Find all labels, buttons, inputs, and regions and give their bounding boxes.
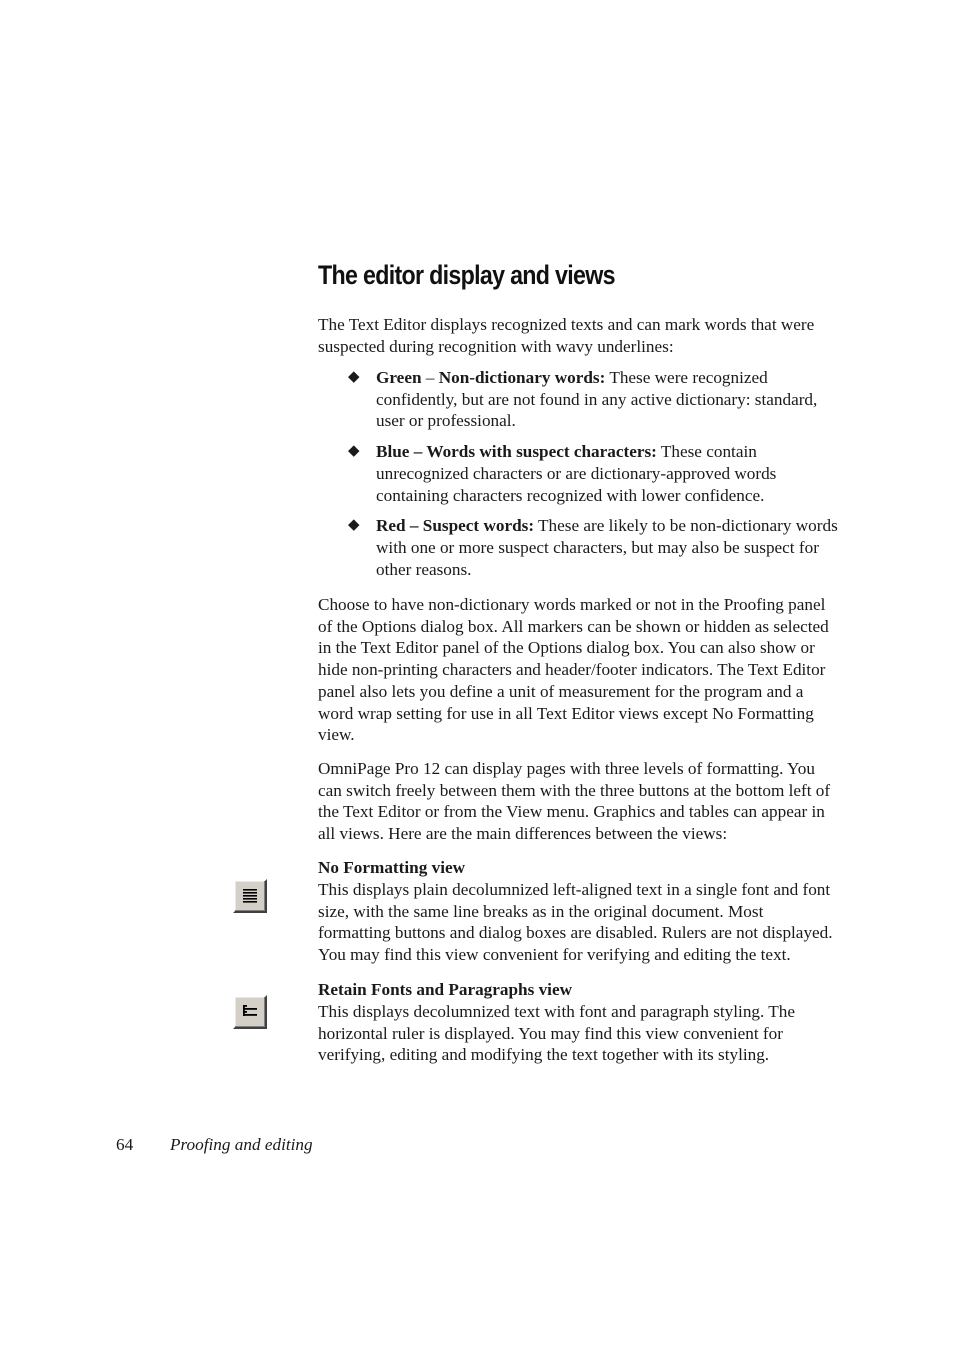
options-paragraph: Choose to have non-dictionary words marked or not in the Proofing panel of the Options dialog box. All markers can be shown or hidden as selected in the Text Editor panel of the Options dialog box. You can also show or hide non-printing characters and header/footer indicators. The Text Editor panel also lets you define a unit of measurement for the program and a word wrap setting for use in all Text Editor views except No Formatting view.: [318, 595, 829, 745]
bullet-label: Blue: [376, 442, 410, 462]
intro-paragraph: The Text Editor displays recognized texts and can mark words that were suspected during recognition with wavy underlines:: [318, 315, 815, 356]
page-heading: The editor display and views: [318, 260, 615, 290]
bullet-dash: –: [421, 368, 439, 387]
list-item: [346, 367, 838, 432]
list-item: [346, 441, 838, 506]
lines-icon: [242, 887, 258, 905]
bullet-text: These were recognized confidently, but are not found in any active dictionary: standard, user or professional.: [376, 368, 818, 431]
diamond-bullet-icon: ◆: [348, 443, 360, 460]
bullet-dash: –: [405, 516, 423, 536]
bullet-text: These contain unrecognized characters or are dictionary-approved words containing characters recognized with lower confidence.: [376, 442, 777, 505]
retain-fonts-heading: Retain Fonts and Paragraphs view: [318, 980, 573, 999]
indented-lines-icon: [242, 1003, 258, 1021]
diamond-bullet-icon: ◆: [348, 517, 360, 534]
retain-fonts-text: This displays decolumnized text with font and paragraph styling. The horizontal ruler is displayed. You may find this view convenient for verifying, editing and modifying the text together with its styling.: [318, 1002, 796, 1065]
views-paragraph: OmniPage Pro 12 can display pages with three levels of formatting. You can switch freely between them with the three buttons at the bottom left of the Text Editor or from the View menu. Graphics and tables can appear in all views. Here are the main differences between the views:: [318, 759, 831, 844]
bullet-title: Words with suspect characters:: [426, 442, 657, 462]
list-item: [346, 515, 838, 580]
bullet-label: Red: [376, 516, 406, 536]
diamond-bullet-icon: ◆: [348, 369, 360, 385]
marker-color-list: [346, 367, 838, 589]
bullet-label: Green: [376, 368, 422, 387]
chapter-title: Proofing and editing: [170, 1135, 313, 1154]
bullet-text: These are likely to be non-dictionary words with one or more suspect characters, but may also be suspect for other reasons.: [376, 516, 838, 579]
bullet-dash: –: [409, 442, 427, 462]
bullet-title: Non-dictionary words:: [438, 368, 606, 387]
retain-fonts-paragraphs-view-icon: [233, 995, 267, 1029]
page-number: 64: [116, 1135, 134, 1154]
no-formatting-text: This displays plain decolumnized left-aligned text in a single font and font size, with the same line breaks as in the original document. Most formatting buttons and dialog boxes are disabled. Rulers are not displayed. You may find this view convenient for verifying and editing the text.: [318, 880, 833, 965]
no-formatting-heading: No Formatting view: [318, 858, 466, 877]
bullet-title: Suspect words:: [422, 516, 535, 536]
no-formatting-view-icon: [233, 879, 267, 913]
